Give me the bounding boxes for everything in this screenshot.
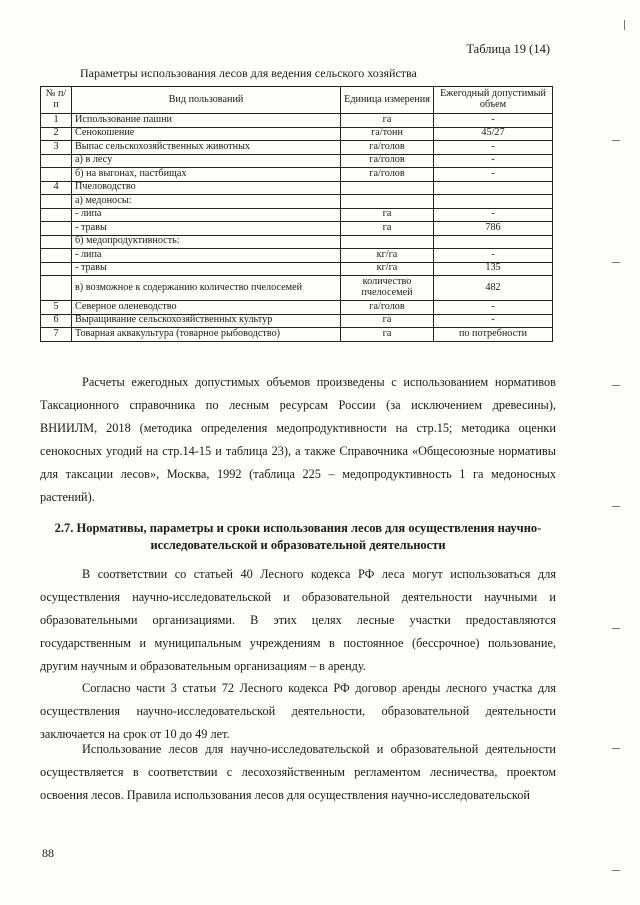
cell-num: 2 <box>41 127 72 141</box>
table-row <box>41 276 553 301</box>
cell-type: а) медоносы: <box>72 195 341 209</box>
cell-unit: га/тонн <box>341 127 434 141</box>
table-label: Таблица 19 (14) <box>466 42 550 56</box>
cell-unit: кг/га <box>341 249 434 263</box>
cell-type: - липа <box>72 208 341 222</box>
table-row <box>41 208 553 222</box>
paragraph-article-72: Согласно части 3 статьи 72 Лесного кодекса РФ договор аренды лесного участка для осуществления научно-исследовательской деятельности, образовательной деятельности заключается на срок от 10 до 49 лет. <box>40 681 556 741</box>
scan-mark <box>612 385 620 386</box>
cell-volume: - <box>434 301 553 315</box>
cell-volume: - <box>434 154 553 168</box>
cell-type: Пчеловодство <box>72 181 341 195</box>
cell-volume: - <box>434 141 553 155</box>
scan-mark <box>612 140 620 141</box>
cell-num <box>41 276 72 301</box>
cell-num: 6 <box>41 314 72 328</box>
cell-unit: га/голов <box>341 154 434 168</box>
cell-unit <box>341 235 434 249</box>
cell-type: - липа <box>72 249 341 263</box>
cell-unit: га <box>341 208 434 222</box>
header-num: № п/п <box>41 87 72 114</box>
cell-num <box>41 262 72 276</box>
cell-volume <box>434 235 553 249</box>
paragraph-article-40: В соответствии со статьей 40 Лесного кодекса РФ леса могут использоваться для осуществления научно-исследовательской и образовательной деятельности научными и образовательными организациями. В этих целях лесные участки предоставляются государственным и муниципальным учреждениям в постоянное (бессрочное) пользование, другим научным и образовательным организациям – в аренду. <box>40 567 556 673</box>
table-row <box>41 114 553 128</box>
section-heading: 2.7. Нормативы, параметры и сроки использования лесов для осуществления научно-исследовательской и образовательной деятельности <box>54 521 542 552</box>
table-row <box>41 262 553 276</box>
cell-unit: га/голов <box>341 301 434 315</box>
cell-volume: - <box>434 314 553 328</box>
cell-num <box>41 208 72 222</box>
scan-mark <box>624 20 625 30</box>
cell-num <box>41 154 72 168</box>
cell-type: б) на выгонах, пастбищах <box>72 168 341 182</box>
cell-unit: кг/га <box>341 262 434 276</box>
table-row <box>41 249 553 263</box>
cell-num <box>41 222 72 236</box>
table-row <box>41 141 553 155</box>
cell-unit <box>341 181 434 195</box>
forest-use-table <box>40 86 553 342</box>
cell-type: а) в лесу <box>72 154 341 168</box>
cell-unit: га <box>341 222 434 236</box>
cell-num <box>41 249 72 263</box>
cell-num: 3 <box>41 141 72 155</box>
cell-volume: по потребности <box>434 328 553 342</box>
scan-mark <box>612 262 620 263</box>
cell-unit: га <box>341 314 434 328</box>
table-row <box>41 301 553 315</box>
cell-volume <box>434 195 553 209</box>
cell-volume: - <box>434 249 553 263</box>
cell-num: 4 <box>41 181 72 195</box>
table-row <box>41 181 553 195</box>
cell-volume: 135 <box>434 262 553 276</box>
cell-unit <box>341 195 434 209</box>
cell-num <box>41 235 72 249</box>
header-type: Вид пользований <box>72 87 341 114</box>
cell-unit: га <box>341 114 434 128</box>
cell-volume: 786 <box>434 222 553 236</box>
cell-volume: - <box>434 168 553 182</box>
cell-type: - травы <box>72 222 341 236</box>
scan-mark <box>612 748 620 749</box>
table-row <box>41 328 553 342</box>
page-number: 88 <box>42 846 54 860</box>
header-unit: Единица измерения <box>341 87 434 114</box>
cell-type: Использование пашни <box>72 114 341 128</box>
cell-num <box>41 168 72 182</box>
table-row <box>41 168 553 182</box>
cell-volume: - <box>434 208 553 222</box>
paragraph-forest-use: Использование лесов для научно-исследовательской и образовательной деятельности осуществляется в соответствии с лесохозяйственным регламентом лесничества, проектом освоения лесов. Правила использования лесов для осуществления научно-исследовательской <box>40 742 556 802</box>
cell-num: 5 <box>41 301 72 315</box>
cell-unit: га/голов <box>341 141 434 155</box>
table-caption: Параметры использования лесов для ведения сельского хозяйства <box>80 66 417 80</box>
cell-volume <box>434 181 553 195</box>
table-row <box>41 314 553 328</box>
cell-num: 1 <box>41 114 72 128</box>
table-row <box>41 195 553 209</box>
scan-mark <box>612 870 620 871</box>
cell-volume: 45/27 <box>434 127 553 141</box>
scan-mark <box>612 628 620 629</box>
cell-type: Выпас сельскохозяйственных животных <box>72 141 341 155</box>
cell-type: - травы <box>72 262 341 276</box>
cell-type: Северное оленеводство <box>72 301 341 315</box>
cell-type: Выращивание сельскохозяйственных культур <box>72 314 341 328</box>
cell-volume: 482 <box>434 276 553 301</box>
table-header-row <box>41 87 553 114</box>
cell-type: Товарная аквакультура (товарное рыбоводство) <box>72 328 341 342</box>
scan-mark <box>612 506 620 507</box>
table-row <box>41 235 553 249</box>
cell-type: в) возможное к содержанию количество пчелосемей <box>72 276 341 301</box>
cell-num <box>41 195 72 209</box>
cell-volume: - <box>434 114 553 128</box>
table-row <box>41 127 553 141</box>
table-row <box>41 154 553 168</box>
cell-unit: количество пчелосемей <box>341 276 434 301</box>
table-row <box>41 222 553 236</box>
paragraph-calculations: Расчеты ежегодных допустимых объемов произведены с использованием нормативов Таксационного справочника по лесным ресурсам России (за исключением древесины), ВНИИЛМ, 2018 (методика определения медопродуктивности на стр.15; методика оценки сенокосных угодий на стр.14-15 и таблица 23), а также Справочника «Общесоюзные нормативы для таксации лесов», Москва, 1992 (таблица 225 – медопродуктивность 1 га медоносных растений). <box>40 375 556 504</box>
table-body <box>41 114 553 342</box>
header-volume: Ежегодный допустимый объем <box>434 87 553 114</box>
cell-unit: га/голов <box>341 168 434 182</box>
cell-num: 7 <box>41 328 72 342</box>
cell-unit: га <box>341 328 434 342</box>
cell-type: б) медопродуктивность: <box>72 235 341 249</box>
cell-type: Сенокошение <box>72 127 341 141</box>
